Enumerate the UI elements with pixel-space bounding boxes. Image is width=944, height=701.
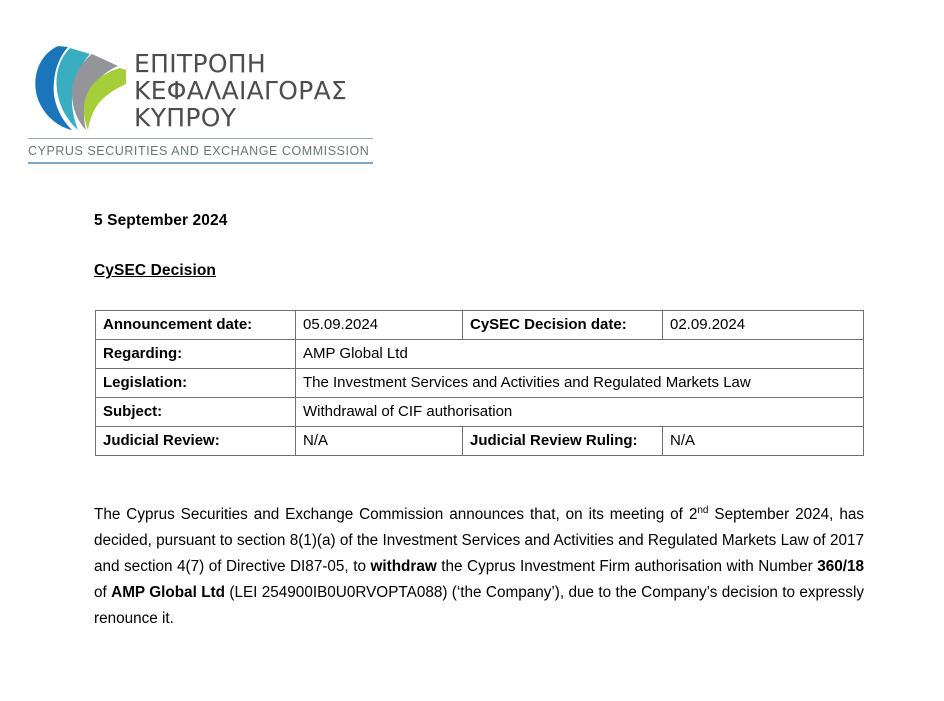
paragraph-part-4: of <box>94 584 112 602</box>
announcement-date-value: 05.09.2024 <box>296 311 463 340</box>
decision-details-table <box>95 310 864 456</box>
legislation-label: Legislation: <box>96 369 296 398</box>
logo-divider-bottom <box>28 162 373 164</box>
judicial-review-ruling-label: Judicial Review Ruling: <box>463 427 663 456</box>
paragraph-part-2: September 2024, has decided, pursuant to section 8(1)(a) of the Investment Services and Activities and Regulated Markets Law of 2017 and section 4(7) of Directive DI87-05, to <box>94 506 864 576</box>
table-row <box>96 311 864 340</box>
legislation-value: The Investment Services and Activities and Regulated Markets Law <box>296 369 864 398</box>
paragraph-part-3: the Cyprus Investment Firm authorisation with Number <box>436 558 818 576</box>
regarding-label: Regarding: <box>96 340 296 369</box>
paragraph-bold-withdraw: withdraw <box>370 558 437 576</box>
paragraph-ordinal-suffix: nd <box>697 505 709 516</box>
page-title: CySEC Decision <box>94 262 216 279</box>
paragraph-bold-company: AMP Global Ltd <box>111 584 225 602</box>
decision-date-value: 02.09.2024 <box>663 311 864 340</box>
paragraph-bold-number: 360/18 <box>817 558 864 576</box>
logo-line-1: ΕΠΙΤΡΟΠΗ <box>134 49 266 78</box>
logo-subtitle: CYPRUS SECURITIES AND EXCHANGE COMMISSION <box>28 144 370 158</box>
cysec-logo <box>28 42 428 164</box>
judicial-review-value: N/A <box>296 427 463 456</box>
subject-label: Subject: <box>96 398 296 427</box>
cysec-logo-mark <box>28 42 126 132</box>
announcement-paragraph <box>94 498 864 632</box>
cysec-logo-text <box>134 42 347 131</box>
regarding-value: AMP Global Ltd <box>296 340 864 369</box>
paragraph-part-1: The Cyprus Securities and Exchange Commission announces that, on its meeting of 2 <box>94 506 698 524</box>
judicial-review-ruling-value: N/A <box>663 427 864 456</box>
judicial-review-label: Judicial Review: <box>96 427 296 456</box>
decision-date-label: CySEC Decision date: <box>463 311 663 340</box>
logo-divider-top <box>28 138 373 139</box>
table-row <box>96 340 864 369</box>
announcement-date-label: Announcement date: <box>96 311 296 340</box>
document-date: 5 September 2024 <box>94 212 228 229</box>
table-row <box>96 427 864 456</box>
subject-value: Withdrawal of CIF authorisation <box>296 398 864 427</box>
paragraph-part-5: (LEI 254900IB0U0RVOPTA088) (‘the Company’), due to the Company’s decision to expressly renounce it. <box>94 584 865 628</box>
table-row <box>96 398 864 427</box>
table-row <box>96 369 864 398</box>
logo-line-3: ΚΥΠΡΟΥ <box>134 103 237 132</box>
logo-line-2: ΚΕΦΑΛΑΙΑΓΟΡΑΣ <box>134 76 348 105</box>
